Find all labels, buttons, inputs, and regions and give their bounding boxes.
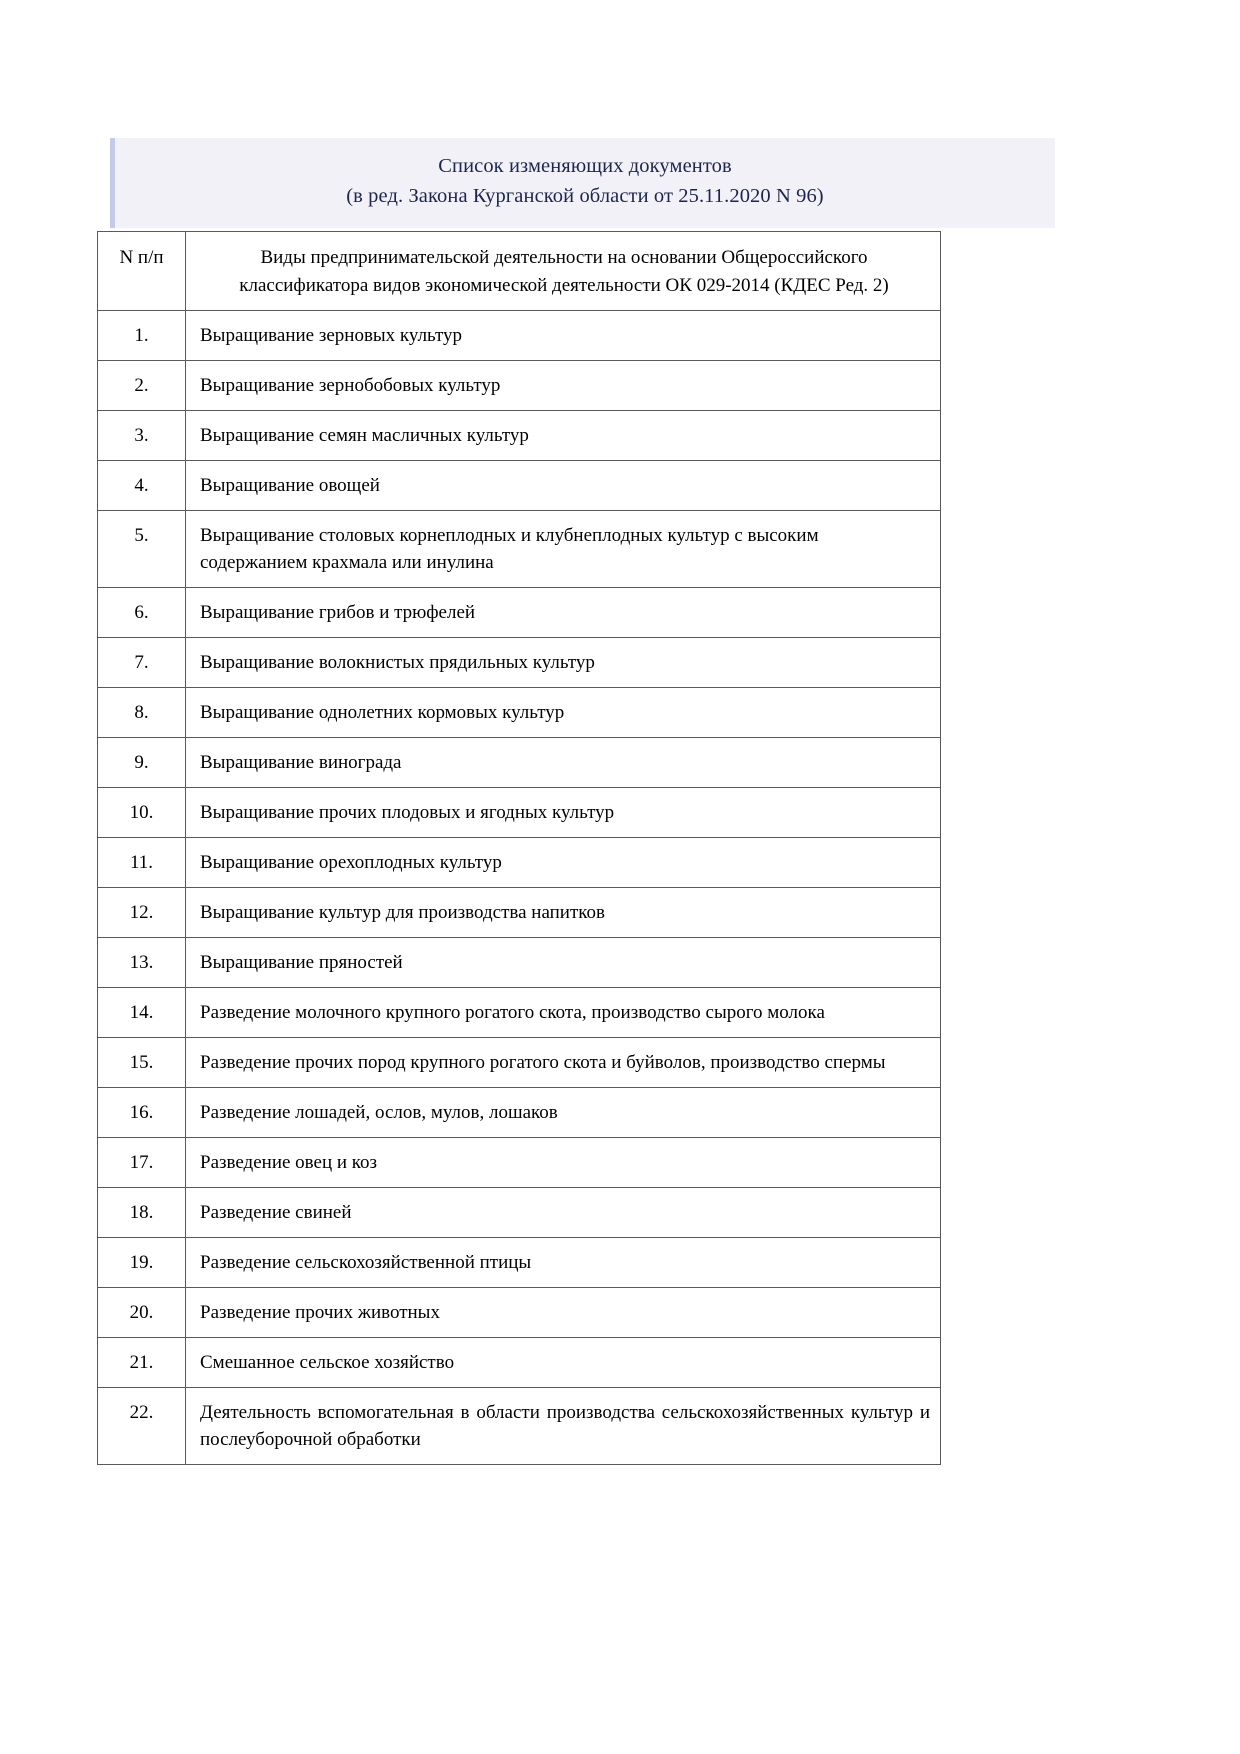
table-header-row xyxy=(98,232,941,311)
row-number: 10. xyxy=(98,788,186,838)
table-row xyxy=(98,638,941,688)
table-row xyxy=(98,688,941,738)
row-number: 16. xyxy=(98,1088,186,1138)
table-row xyxy=(98,361,941,411)
row-number: 15. xyxy=(98,1038,186,1088)
row-number: 2. xyxy=(98,361,186,411)
column-header-description: Виды предпринимательской деятельности на основании Общероссийского классификатора видов экономической деятельности ОК 029-2014 (КДЕС Ред. 2) xyxy=(186,232,941,311)
row-number: 1. xyxy=(98,311,186,361)
row-description: Выращивание волокнистых прядильных культур xyxy=(186,638,941,688)
row-number: 17. xyxy=(98,1138,186,1188)
note-line-title: Список изменяющих документов xyxy=(438,155,732,177)
row-description: Выращивание орехоплодных культур xyxy=(186,838,941,888)
changing-documents-note xyxy=(110,138,1055,228)
table-row xyxy=(98,888,941,938)
row-number: 11. xyxy=(98,838,186,888)
row-number: 8. xyxy=(98,688,186,738)
table-row xyxy=(98,461,941,511)
row-number: 5. xyxy=(98,511,186,588)
table-row xyxy=(98,588,941,638)
activities-table xyxy=(97,231,941,1465)
row-description: Смешанное сельское хозяйство xyxy=(186,1338,941,1388)
table-row xyxy=(98,1238,941,1288)
table-row xyxy=(98,838,941,888)
table-row xyxy=(98,1388,941,1465)
row-description: Разведение овец и коз xyxy=(186,1138,941,1188)
row-description: Выращивание столовых корнеплодных и клубнеплодных культур с высоким содержанием крахмала или инулина xyxy=(186,511,941,588)
row-description: Выращивание грибов и трюфелей xyxy=(186,588,941,638)
row-description: Выращивание пряностей xyxy=(186,938,941,988)
row-number: 19. xyxy=(98,1238,186,1288)
row-description: Выращивание однолетних кормовых культур xyxy=(186,688,941,738)
row-description: Разведение свиней xyxy=(186,1188,941,1238)
table-row xyxy=(98,1138,941,1188)
table-row xyxy=(98,1038,941,1088)
row-description: Выращивание зерновых культур xyxy=(186,311,941,361)
row-description: Выращивание культур для производства напитков xyxy=(186,888,941,938)
row-number: 9. xyxy=(98,738,186,788)
row-description: Разведение лошадей, ослов, мулов, лошаков xyxy=(186,1088,941,1138)
row-number: 14. xyxy=(98,988,186,1038)
table-row xyxy=(98,738,941,788)
row-number: 6. xyxy=(98,588,186,638)
row-description: Разведение сельскохозяйственной птицы xyxy=(186,1238,941,1288)
row-number: 21. xyxy=(98,1338,186,1388)
row-number: 3. xyxy=(98,411,186,461)
table-row xyxy=(98,1188,941,1238)
table-row xyxy=(98,1338,941,1388)
row-number: 22. xyxy=(98,1388,186,1465)
row-number: 7. xyxy=(98,638,186,688)
row-description: Выращивание зернобобовых культур xyxy=(186,361,941,411)
row-number: 13. xyxy=(98,938,186,988)
table-row xyxy=(98,511,941,588)
row-description: Разведение молочного крупного рогатого скота, производство сырого молока xyxy=(186,988,941,1038)
table-row xyxy=(98,411,941,461)
row-number: 20. xyxy=(98,1288,186,1338)
row-description: Выращивание семян масличных культур xyxy=(186,411,941,461)
row-description: Деятельность вспомогательная в области производства сельскохозяйственных культур и послеуборочной обработки xyxy=(186,1388,941,1465)
note-line-revision: (в ред. Закона Курганской области от 25.11.2020 N 96) xyxy=(346,185,824,207)
table-body xyxy=(98,311,941,1465)
row-description: Разведение прочих животных xyxy=(186,1288,941,1338)
table-row xyxy=(98,788,941,838)
row-number: 4. xyxy=(98,461,186,511)
row-description: Выращивание винограда xyxy=(186,738,941,788)
table-row xyxy=(98,988,941,1038)
row-description: Разведение прочих пород крупного рогатого скота и буйволов, производство спермы xyxy=(186,1038,941,1088)
row-number: 12. xyxy=(98,888,186,938)
table-row xyxy=(98,938,941,988)
table-row xyxy=(98,1288,941,1338)
row-description: Выращивание прочих плодовых и ягодных культур xyxy=(186,788,941,838)
table-row xyxy=(98,1088,941,1138)
column-header-number: N п/п xyxy=(98,232,186,311)
table-row xyxy=(98,311,941,361)
row-description: Выращивание овощей xyxy=(186,461,941,511)
row-number: 18. xyxy=(98,1188,186,1238)
